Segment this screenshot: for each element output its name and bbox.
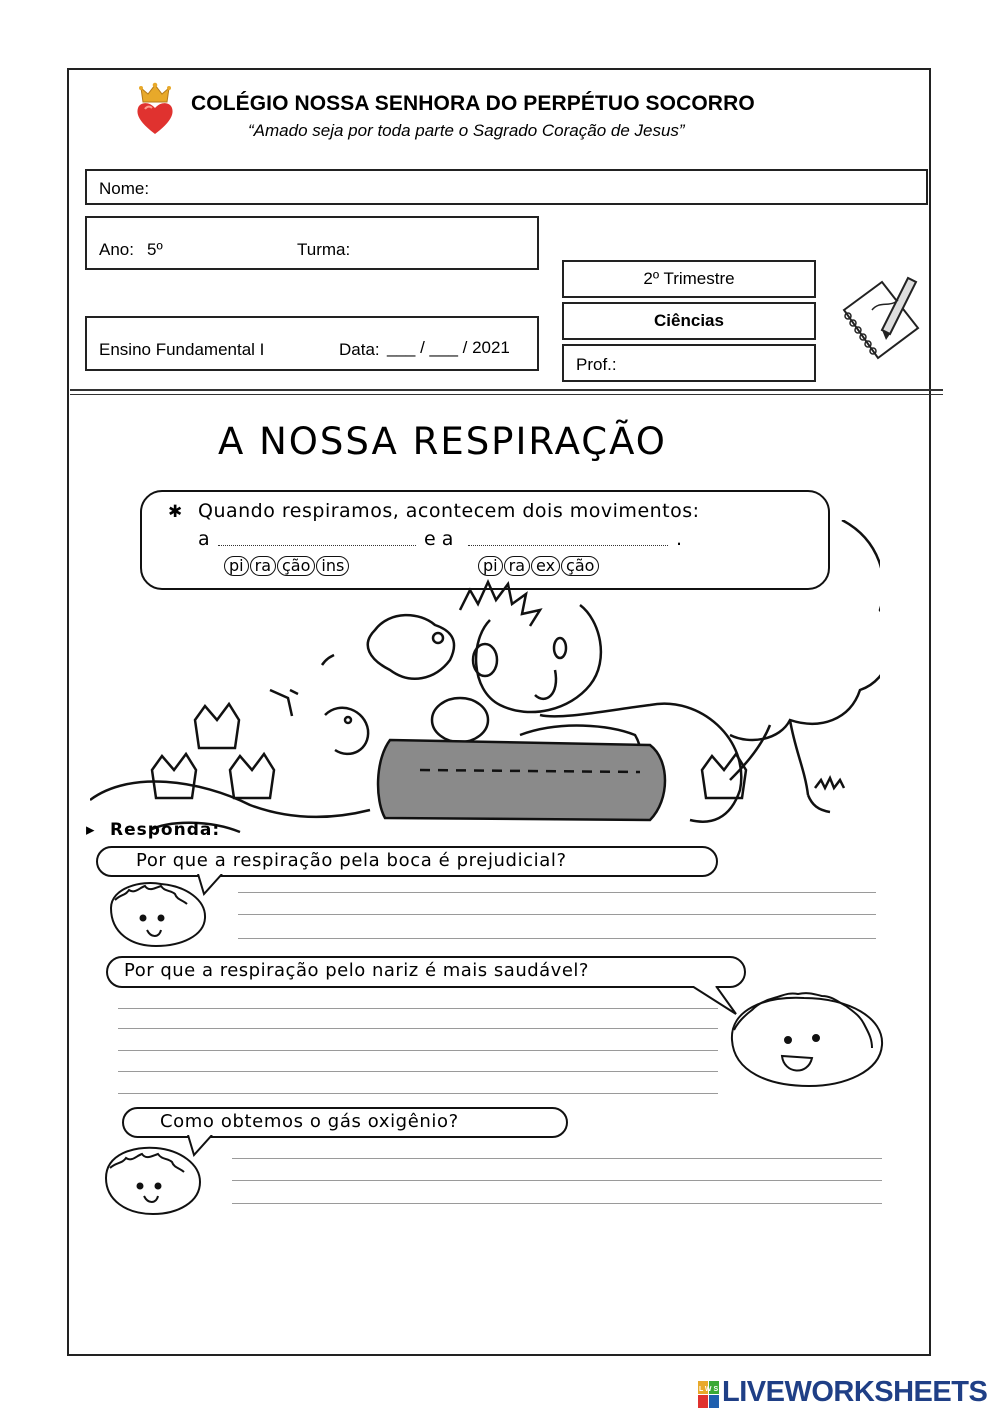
child-face-icon — [98, 1142, 208, 1218]
responda-label: Responda: — [110, 820, 221, 840]
liveworksheets-logo-icon — [698, 1381, 720, 1409]
syllable: ra — [250, 556, 276, 576]
answer-line-2c[interactable] — [118, 1050, 718, 1051]
question-bubble-3 — [122, 1107, 568, 1138]
answer-line-3b[interactable] — [232, 1180, 882, 1181]
disciplina-box — [562, 302, 816, 340]
blank-e-label: e a — [424, 528, 454, 550]
prof-box[interactable] — [562, 344, 816, 382]
syllable: ção — [277, 556, 315, 576]
intro-text: Quando respiramos, acontecem dois movimentos: — [198, 500, 700, 522]
school-name: COLÉGIO NOSSA SENHORA DO PERPÉTUO SOCORRO — [191, 92, 755, 115]
answer-line-1b[interactable] — [238, 914, 876, 915]
turma-label[interactable]: Turma: — [297, 240, 351, 259]
data-blank[interactable]: ___ / ___ / 2021 — [387, 338, 510, 357]
answer-line-2e[interactable] — [118, 1093, 718, 1094]
name-label: Nome: — [99, 179, 150, 198]
syllable: ex — [531, 556, 560, 576]
ano-value: 5º — [147, 240, 163, 259]
prof-label: Prof.: — [576, 355, 617, 374]
responda-arrow-icon: ▸ — [86, 820, 95, 840]
liveworksheets-brand[interactable]: LIVEWORKSHEETS — [722, 1376, 988, 1408]
ano-turma-box — [85, 216, 539, 270]
data-label: Data: — [339, 340, 380, 359]
blank-a-label: a — [198, 528, 210, 550]
question-3-text: Como obtemos o gás oxigênio? — [160, 1111, 459, 1132]
header-separator-2 — [70, 394, 943, 395]
worksheet-title: A NOSSA RESPIRAÇÃO — [218, 420, 667, 463]
syllable: pi — [478, 556, 503, 576]
trimestre-box — [562, 260, 816, 298]
name-field[interactable] — [85, 169, 928, 205]
crowned-heart-icon — [135, 82, 175, 136]
header-separator — [70, 389, 943, 391]
syllable: ins — [316, 556, 349, 576]
answer-line-3a[interactable] — [232, 1158, 882, 1159]
brand-mark: LWS — [699, 1386, 721, 1393]
ensino-data-box — [85, 316, 539, 371]
answer-line-3c[interactable] — [232, 1203, 882, 1204]
child-face-icon — [101, 878, 213, 950]
syllable: ção — [561, 556, 599, 576]
ensino-label: Ensino Fundamental I — [99, 340, 265, 359]
disciplina-label: Ciências — [654, 311, 724, 330]
school-motto: “Amado seja por toda parte o Sagrado Coração de Jesus” — [248, 121, 685, 140]
syllable: pi — [224, 556, 249, 576]
answer-line-2a[interactable] — [118, 1008, 718, 1009]
blank-end: . — [676, 528, 683, 550]
notebook-pencil-icon — [832, 270, 927, 370]
trimestre-label: 2º Trimestre — [643, 269, 735, 288]
child-face-icon — [724, 990, 900, 1090]
question-bubble-2 — [106, 956, 746, 988]
answer-line-1a[interactable] — [238, 892, 876, 893]
answer-line-1c[interactable] — [238, 938, 876, 939]
answer-line-2d[interactable] — [118, 1071, 718, 1072]
answer-line-2b[interactable] — [118, 1028, 718, 1029]
question-bubble-1 — [96, 846, 718, 877]
syllable: ra — [504, 556, 530, 576]
bullet-icon: ✱ — [168, 502, 183, 522]
child-breathing-illustration — [90, 520, 880, 840]
ano-label: Ano: — [99, 240, 134, 259]
question-1-text: Por que a respiração pela boca é prejudicial? — [136, 850, 567, 871]
question-2-text: Por que a respiração pelo nariz é mais saudável? — [124, 960, 589, 981]
